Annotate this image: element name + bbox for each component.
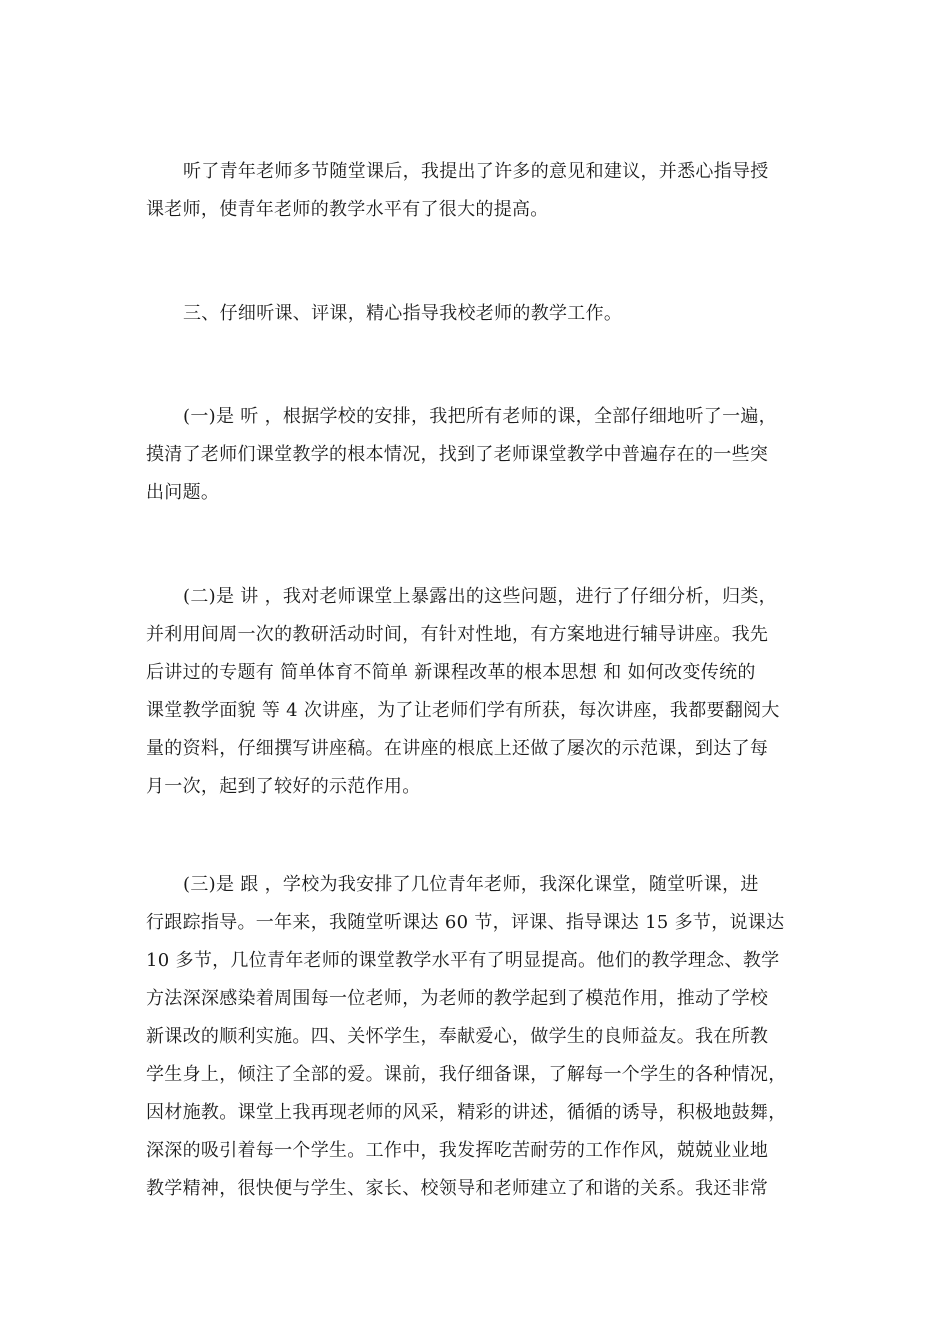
paragraph-line: 摸清了老师们课堂教学的根本情况，找到了老师课堂教学中普遍存在的一些突 (146, 444, 769, 465)
paragraph-follow (146, 866, 806, 1208)
paragraph-line: 新课改的顺利实施。四、关怀学生，奉献爱心，做学生的良师益友。我在所教 (146, 1026, 769, 1047)
paragraph-line: 学生身上，倾注了全部的爱。课前，我仔细备课，了解每一个学生的各种情况， (146, 1064, 787, 1085)
paragraph-line: 教学精神，很快便与学生、家长、校领导和老师建立了和谐的关系。我还非常 (146, 1178, 769, 1199)
section-heading-3 (146, 295, 806, 333)
paragraph-lecture (146, 578, 806, 806)
paragraph-line: (三)是 跟 ，学校为我安排了几位青年老师，我深化课堂，随堂听课，进 (183, 874, 759, 895)
paragraph-line: 课老师，使青年老师的教学水平有了很大的提高。 (146, 199, 549, 220)
section-heading-text: 三、仔细听课、评课，精心指导我校老师的教学工作。 (183, 303, 623, 324)
paragraph-1 (146, 153, 806, 229)
paragraph-listen (146, 398, 806, 512)
paragraph-line: 并利用间周一次的教研活动时间，有针对性地，有方案地进行辅导讲座。我先 (146, 624, 769, 645)
paragraph-line: 10 多节，几位青年老师的课堂教学水平有了明显提高。他们的教学理念、教学 (146, 950, 780, 971)
paragraph-line: 听了青年老师多节随堂课后，我提出了许多的意见和建议，并悉心指导授 (183, 161, 769, 182)
paragraph-line: 行跟踪指导。一年来，我随堂听课达 60 节，评课、指导课达 15 多节，说课达 (146, 912, 785, 933)
paragraph-line: 后讲过的专题有 简单体育不简单 新课程改革的根本思想 和 如何改变传统的 (146, 662, 756, 683)
paragraph-line: 量的资料，仔细撰写讲座稿。在讲座的根底上还做了屡次的示范课，到达了每 (146, 738, 769, 759)
paragraph-line: (一)是 听 ，根据学校的安排，我把所有老师的课，全部仔细地听了一遍， (183, 406, 777, 427)
paragraph-line: 月一次，起到了较好的示范作用。 (146, 776, 421, 797)
paragraph-line: 出问题。 (146, 482, 220, 503)
paragraph-line: 方法深深感染着周围每一位老师，为老师的教学起到了模范作用，推动了学校 (146, 988, 769, 1009)
paragraph-line: 课堂教学面貌 等 4 次讲座，为了让老师们学有所获，每次讲座，我都要翻阅大 (146, 700, 780, 721)
paragraph-line: (二)是 讲 ，我对老师课堂上暴露出的这些问题，进行了仔细分析，归类， (183, 586, 777, 607)
paragraph-line: 因材施教。课堂上我再现老师的风采，精彩的讲述，循循的诱导，积极地鼓舞， (146, 1102, 787, 1123)
paragraph-line: 深深的吸引着每一个学生。工作中，我发挥吃苦耐劳的工作作风，兢兢业业地 (146, 1140, 769, 1161)
